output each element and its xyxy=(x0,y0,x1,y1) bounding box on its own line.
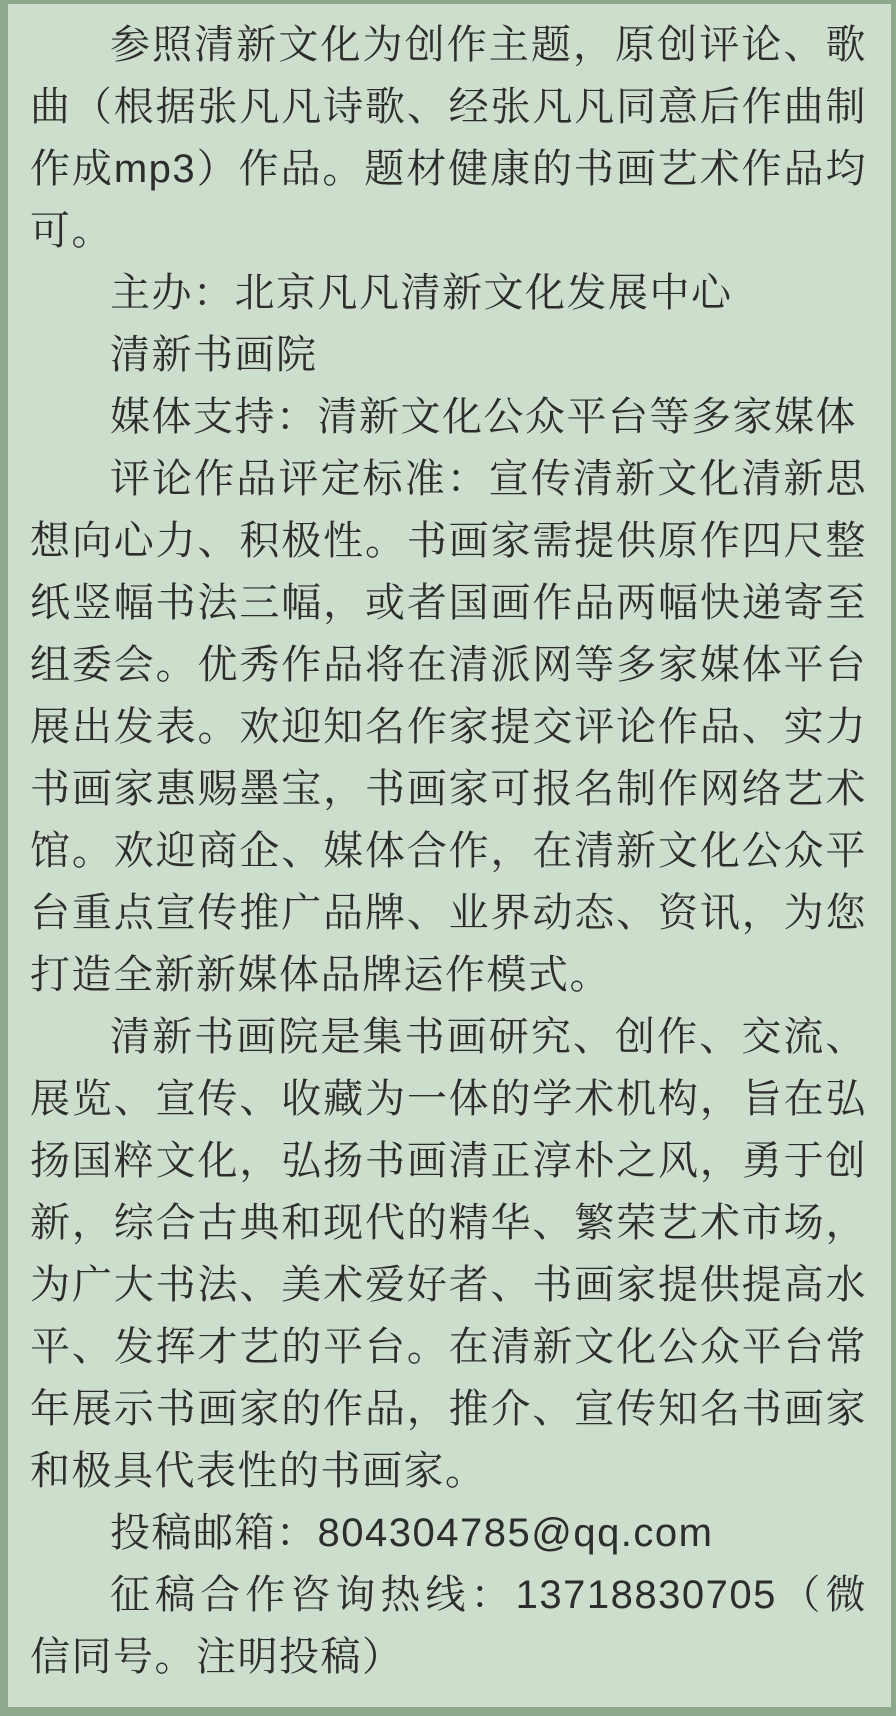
paragraph-organizer: 主办：北京凡凡清新文化发展中心 xyxy=(110,271,733,315)
paragraph-submission-email: 投稿邮箱：804304785@qq.com xyxy=(110,1511,714,1555)
paragraph-criteria: 评论作品评定标准：宣传清新文化清新思想向心力、积极性。书画家需提供原作四尺整纸竖幅书法三幅，或者国画作品两幅快递寄至组委会。优秀作品将在清派网等多家媒体平台展出发表。欢迎知名作家提交评论作品、实力书画家惠赐墨宝，书画家可报名制作网络艺术馆。欢迎商企、媒体合作，在清新文化公众平台重点宣传推广品牌、业界动态、资讯，为您打造全新新媒体品牌运作模式。 xyxy=(30,457,867,997)
paragraph-academy-name: 清新书画院 xyxy=(110,333,318,377)
paragraph-theme: 参照清新文化为创作主题，原创评论、歌曲（根据张凡凡诗歌、经张凡凡同意后作曲制作成mp3）作品。题材健康的书画艺术作品均可。 xyxy=(30,23,867,253)
document-page xyxy=(8,4,891,1707)
paragraph-media-support: 媒体支持：清新文化公众平台等多家媒体 xyxy=(110,395,857,439)
paragraph-academy-intro: 清新书画院是集书画研究、创作、交流、展览、宣传、收藏为一体的学术机构，旨在弘扬国粹文化，弘扬书画清正淳朴之风，勇于创新，综合古典和现代的精华、繁荣艺术市场，为广大书法、美术爱好者、书画家提供提高水平、发挥才艺的平台。在清新文化公众平台常年展示书画家的作品，推介、宣传知名书画家和极具代表性的书画家。 xyxy=(30,1015,867,1493)
paragraph-hotline: 征稿合作咨询热线：13718830705（微信同号。注明投稿） xyxy=(30,1573,867,1679)
